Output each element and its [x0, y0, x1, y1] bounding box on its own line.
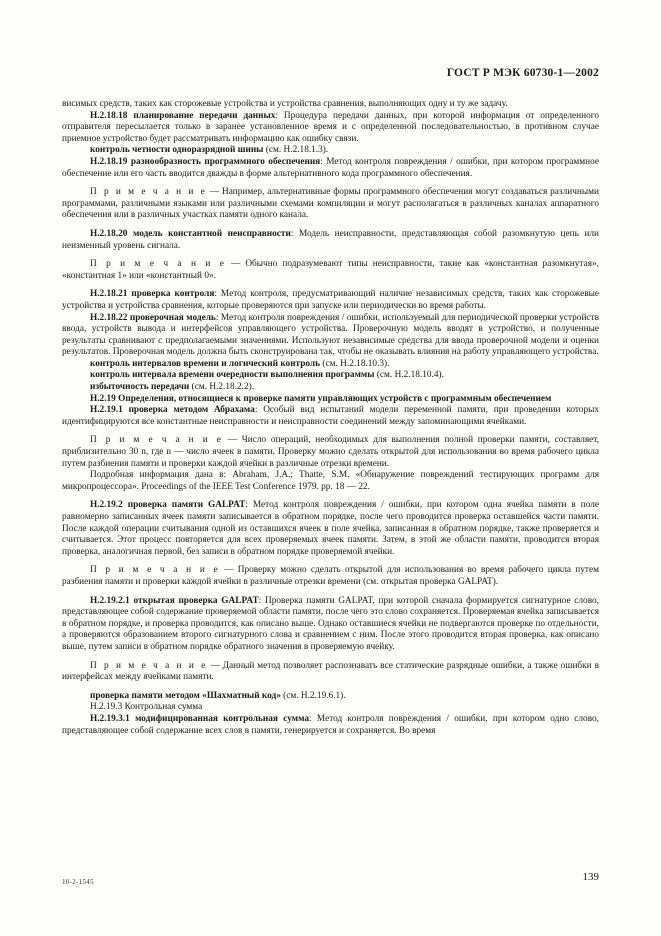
term-13: H.2.19.1 проверка методом Абрахама — [90, 405, 255, 416]
term-18: H.2.19.2.1 открытая проверка GALPAT — [90, 595, 259, 606]
paragraph-21 — [62, 702, 599, 714]
note-label-6: П р и м е ч а н и е — [90, 259, 227, 270]
note-label-19: П р и м е ч а н и е — [90, 660, 208, 671]
paragraph-8-text: : Метод контроля повреждения / ошибки, используемый для периодической проверки устройств ввода, устройств вывода и интерфейсов управляющего устройства. Проверочную модель вводят в устройство, и полученные результаты сравнивают с предполагаемыми значениями. Используют независимые средства для ввода проверочной модели и оценки результатов. Проверочная модель должна быть сконструирована так, чтобы не оказывать влияния на работу управляющего устройства. — [62, 312, 599, 358]
note-14-text: — Число операций, необходимых для выполнения полной проверки памяти, составляет, приблизительно 30 n, где n — число ячеек в памяти. Проверку можно сделать открытой для использования во время рабочего цикла путем разбиения памяти и проверки каждой ячейки в различные отрезки времени. — [62, 435, 599, 469]
paragraph-16 — [62, 500, 599, 558]
section-title-12: H.2.19 Определения, относящиеся к проверке памяти управляющих устройств с программным обеспечением — [90, 393, 552, 404]
document-body — [62, 99, 599, 737]
paragraph-5-text: : Модель неисправности, представляющая собой разомкнутую цепь или неизменный уровень сигнала. — [62, 228, 599, 251]
note-17-text: — Проверку можно сделать открытой для использования во время рабочего цикла путем разбиения памяти и проверки каждой ячейки в различные отрезки времени (см. открытая проверка GALPAT). — [62, 565, 599, 587]
term-5: H.2.18.20 модель константной неисправности — [90, 228, 291, 239]
paragraph-13 — [62, 405, 599, 428]
note-6 — [62, 259, 599, 282]
paragraph-22 — [62, 714, 599, 737]
paragraph-3-text: : Метод контроля повреждения / ошибки, при котором программное обеспечение или его часть вводится дважды в форме альтернативного кода программного обеспечения. — [62, 156, 600, 179]
paragraph-9-text: (см. H.2.18.10.3). — [320, 358, 390, 369]
section-heading-12 — [62, 394, 599, 406]
note-19 — [62, 661, 599, 684]
term-22: H.2.19.3.1 модифицированная контрольная сумма — [90, 713, 310, 724]
paragraph-18-text: : Проверка памяти GALPAT, при которой сначала формируется сигнатурное слово, представляющее собой содержание проверяемой области памяти, после чего это слово сохраняется. Проверяемая ячейка записывается в обратном порядке, и проверка проводится, как описано выше. Однако оставшиеся ячейки не подвергаются проверке по отдельности, а проверяются образованием второго сигнатурного слова и сравнением с ним. После этого проводится вторая проверка, как описано выше, путем записи в обратном порядке обратного значения в проверяемую ячейку. — [62, 595, 600, 652]
paragraph-5 — [62, 229, 599, 252]
page-number: 139 — [582, 871, 599, 883]
note-14 — [62, 435, 599, 470]
term-3: H.2.18.19 разнообразность программного обеспечения — [90, 156, 321, 167]
paragraph-9 — [62, 359, 599, 371]
paragraph-2-text: (см. H.2.18.1.3). — [263, 145, 329, 156]
term-10: контроль интервала времени очередности выполнения программы — [90, 370, 375, 381]
paragraph-16-text: : Метод контроля повреждения / ошибки, при котором одна ячейка памяти в поле равномерно записанных ячеек памяти записывается в обратном порядке, после чего проводится проверка оставшейся части памяти. После каждой операции считывания одной из оставшихся ячеек в поле ячейка, записанная в обратном порядке, также проверяется и считывается. Этот процесс повторяется для всех проверяемых ячеек памяти. Затем, в этой же области памяти, проводится вторая проверка, аналогичная первой, без записи в обратном порядке проверяемой ячейки. — [62, 500, 600, 557]
paragraph-7 — [62, 289, 599, 312]
paragraph-15-text: Подробная информация дана в: Abraham, J.A.; Thatte, S.M. «Обнаружение повреждений тестирующих программ для микропроцессора». Proceedings of the IEEE Test Conference 1979. pp. 18 — 22. — [62, 470, 599, 492]
term-2: контроль четности одноразрядной шины — [90, 145, 264, 156]
term-1: H.2.18.18 планирование передачи данных — [90, 110, 276, 121]
note-label-4: П р и м е ч а н и е — [90, 187, 207, 198]
note-19-text: — Данный метод позволяет распознавать все статические разрядные ошибки, а также ошибки в интерфейсах между ячейками памяти. — [62, 660, 599, 683]
paragraph-13-text: : Особый вид испытаний модели переменной памяти, при проведении которых идентифицируются все константные неисправности и неисправности соединений между запоминающими ячейками. — [62, 405, 599, 427]
paragraph-11 — [62, 382, 599, 394]
note-label-17: П р и м е ч а н и е — [90, 565, 220, 576]
paragraph-8 — [62, 313, 599, 359]
term-20: проверка памяти методом «Шахматный код» — [90, 690, 281, 701]
paragraph-2 — [62, 145, 599, 157]
note-6-text: — Обычно подразумевают типы неисправности, такие как «константная разомкнутая», «константная 1» или «константный 0». — [62, 259, 599, 281]
paragraph-3 — [62, 157, 599, 180]
paragraph-11-text: (см. H.2.18.2.2). — [189, 382, 255, 393]
paragraph-7-text: : Метод контроля, предусматривающий наличие независимых средств, таких как сторожевые устройства и устройства сравнения, которые проверяются при запуске или периодически во время работы. — [62, 289, 599, 311]
paragraph-22-text: : Метод контроля повреждения / ошибки, при котором одно слово, представляющее собой содержание всех слов в памяти, генерируется и сохраняется. Во время — [62, 713, 600, 736]
paragraph-1 — [62, 111, 599, 146]
paragraph-18 — [62, 596, 599, 654]
standard-header: ГОСТ Р МЭК 60730-1—2002 — [446, 67, 599, 79]
paragraph-10-text: (см. H.2.18.10.4). — [374, 370, 444, 381]
paragraph-0 — [62, 99, 599, 111]
paragraph-15 — [62, 470, 599, 493]
note-label-14: П р и м е ч а н и е — [90, 435, 224, 446]
print-code: 10-2-1545 — [62, 878, 94, 886]
term-11: избыточность передачи — [90, 382, 190, 393]
paragraph-20-text: (см. H.2.19.6.1). — [280, 690, 346, 701]
term-9: контроль интервалов времени и логический контроль — [90, 358, 321, 369]
note-4 — [62, 187, 599, 222]
paragraph-1-text: : Процедура передачи данных, при которой информация от определенного отправителя пересылается только в заранее установленное время и с определенной последовательностью, в противном случае приемное устройство будет рассматривать информацию как ошибку связи. — [62, 110, 599, 144]
note-4-text: — Например, альтернативные формы программного обеспечения могут создаваться различными программами, различными языками или различными схемами компиляции и могут располагаться в различных каналах аппаратного обеспечения или в различных участках памяти одного канала. — [62, 187, 599, 221]
paragraph-0-text: висимых средств, таких как сторожевые устройства и устройства сравнения, выполняющих одну и ту же задачу. — [62, 99, 508, 109]
term-8: H.2.18.22 проверочная модель — [90, 312, 216, 323]
term-16: H.2.19.2 проверка памяти GALPAT — [90, 500, 246, 511]
term-7: H.2.18.21 проверка контроля — [90, 289, 215, 300]
paragraph-10 — [62, 370, 599, 382]
paragraph-21-text: H.2.19.3 Контрольная сумма — [90, 702, 203, 713]
note-17 — [62, 565, 599, 588]
paragraph-20 — [62, 691, 599, 703]
